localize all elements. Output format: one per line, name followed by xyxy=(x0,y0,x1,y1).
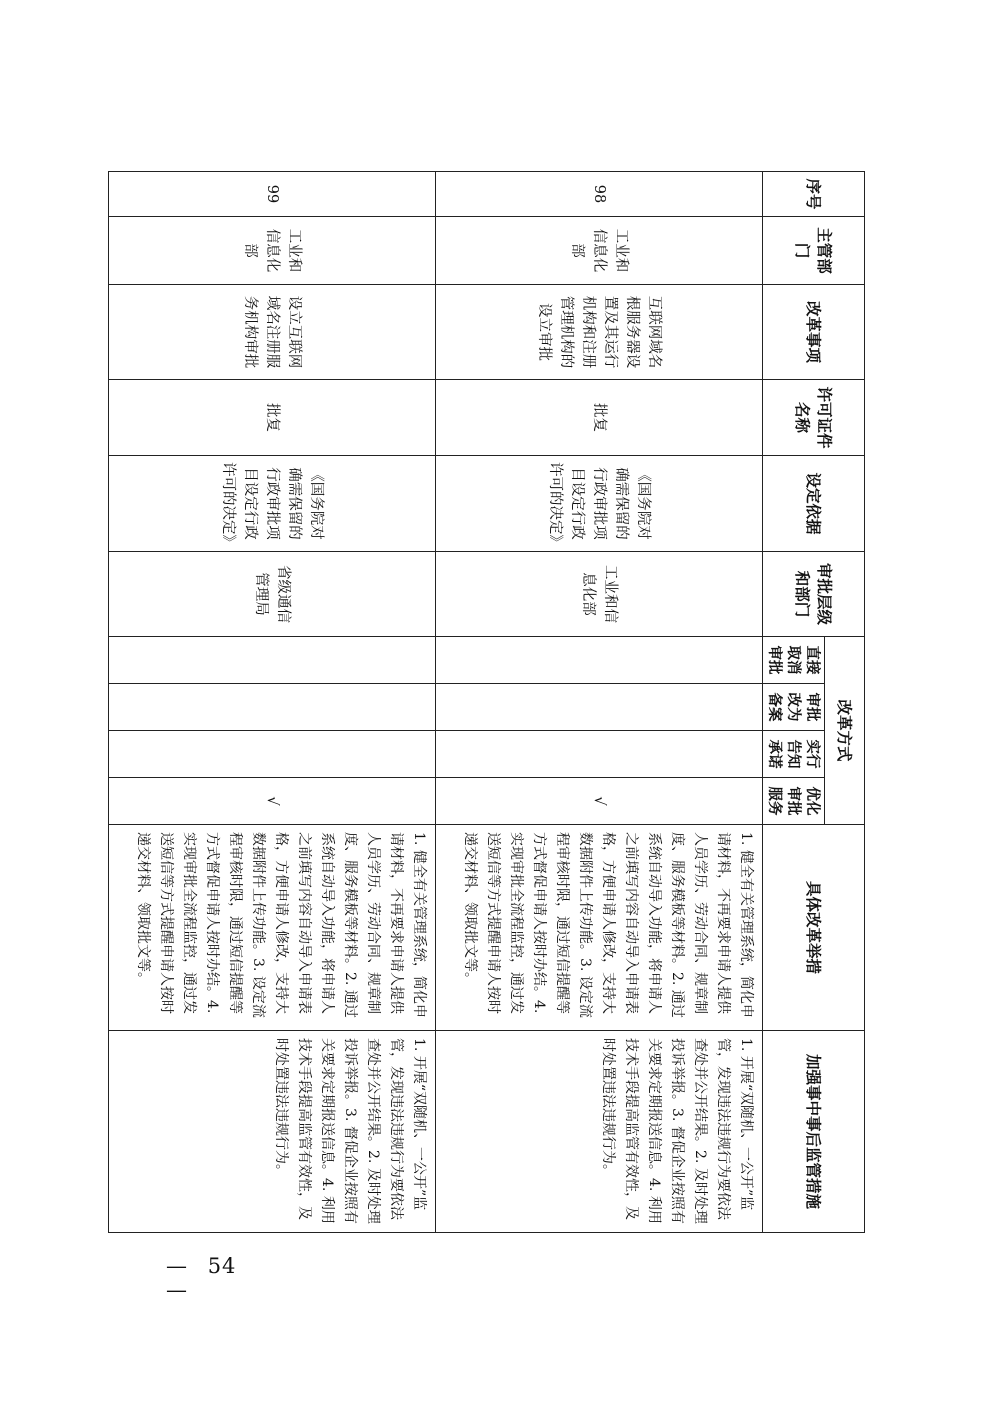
cell-mode-optimize: √ xyxy=(109,778,436,825)
cell-mode-notify xyxy=(109,731,436,778)
header-mode: 改革方式 xyxy=(825,637,865,825)
header-level: 审批层级和部门 xyxy=(763,552,865,637)
header-mode-optimize: 优化审批服务 xyxy=(763,778,825,825)
header-mode-filing: 审批改为备案 xyxy=(763,684,825,731)
cell-license: 批复 xyxy=(436,380,763,456)
header-dept: 主管部门 xyxy=(763,217,865,285)
cell-basis: 《国务院对确需保留的行政审批项目设定行政许可的决定》 xyxy=(436,456,763,552)
header-seq: 序号 xyxy=(763,172,865,217)
header-supervision: 加强事中事后监管措施 xyxy=(763,1031,865,1233)
cell-seq: 99 xyxy=(109,172,436,217)
page-number: 54 xyxy=(207,1254,237,1278)
header-mode-notify: 实行告知承诺 xyxy=(763,731,825,778)
footer-dash-right: — xyxy=(166,1278,188,1302)
cell-mode-filing xyxy=(109,684,436,731)
cell-item: 设立互联网域名注册服务机构审批 xyxy=(109,285,436,380)
cell-mode-optimize: √ xyxy=(436,778,763,825)
rotated-table-container xyxy=(128,171,865,1232)
header-basis: 设定依据 xyxy=(763,456,865,552)
cell-item: 互联网域名根服务器设置及其运行机构和注册管理机构的设立审批 xyxy=(436,285,763,380)
header-measures: 具体改革举措 xyxy=(763,825,865,1031)
table-row xyxy=(436,172,763,1233)
cell-mode-filing xyxy=(436,684,763,731)
cell-level: 省级通信管理局 xyxy=(109,552,436,637)
cell-level: 工业和信息化部 xyxy=(436,552,763,637)
header-item: 改革事项 xyxy=(763,285,865,380)
cell-basis: 《国务院对确需保留的行政审批项目设定行政许可的决定》 xyxy=(109,456,436,552)
cell-supervision: 1. 开展“双随机、一公开”监管，发现违法违规行为要依法查处并公开结果。2. 及时处理投诉举报。3. 督促企业按照有关要求定期报送信息。4. 利用技术手段提高监管有效性，及时处置违法违规行为。 xyxy=(109,1031,436,1233)
header-mode-cancel: 直接取消审批 xyxy=(763,637,825,684)
cell-mode-cancel xyxy=(436,637,763,684)
cell-mode-cancel xyxy=(109,637,436,684)
cell-dept: 工业和信息化部 xyxy=(109,217,436,285)
cell-dept: 工业和信息化部 xyxy=(436,217,763,285)
reform-table xyxy=(108,171,865,1233)
cell-mode-notify xyxy=(436,731,763,778)
header-row xyxy=(825,172,865,1233)
cell-measures: 1. 健全有关管理系统，简化申请材料，不再要求申请人提供人员学历、劳动合同、规章制度、服务模板等材料。2. 通过系统自动导入功能，将申请人之前填写内容自动导入申请表格，方便申请人修改，支持大数据附件上传功能。3. 设定流程审核时限，通过短信提醒等方式督促申请人按时办结。4. 实现审批全流程监控，通过发送短信等方式提醒申请人按时递交材料、领取批文等。 xyxy=(109,825,436,1031)
header-license: 许可证件名称 xyxy=(763,380,865,456)
page-number-footer xyxy=(166,1254,276,1302)
cell-measures: 1. 健全有关管理系统，简化申请材料，不再要求申请人提供人员学历、劳动合同、规章制度、服务模板等材料。2. 通过系统自动导入功能，将申请人之前填写内容自动导入申请表格，方便申请人修改，支持大数据附件上传功能。3. 设定流程审核时限，通过短信提醒等方式督促申请人按时办结。4. 实现审批全流程监控，通过发送短信等方式提醒申请人按时递交材料、领取批文等。 xyxy=(436,825,763,1031)
table-row xyxy=(109,172,436,1233)
cell-seq: 98 xyxy=(436,172,763,217)
cell-supervision: 1. 开展“双随机、一公开”监管，发现违法违规行为要依法查处并公开结果。2. 及时处理投诉举报。3. 督促企业按照有关要求定期报送信息。4. 利用技术手段提高监管有效性，及时处置违法违规行为。 xyxy=(436,1031,763,1233)
rotated-table-sheet xyxy=(128,171,865,1232)
footer-dash-left: — xyxy=(166,1254,188,1278)
cell-license: 批复 xyxy=(109,380,436,456)
